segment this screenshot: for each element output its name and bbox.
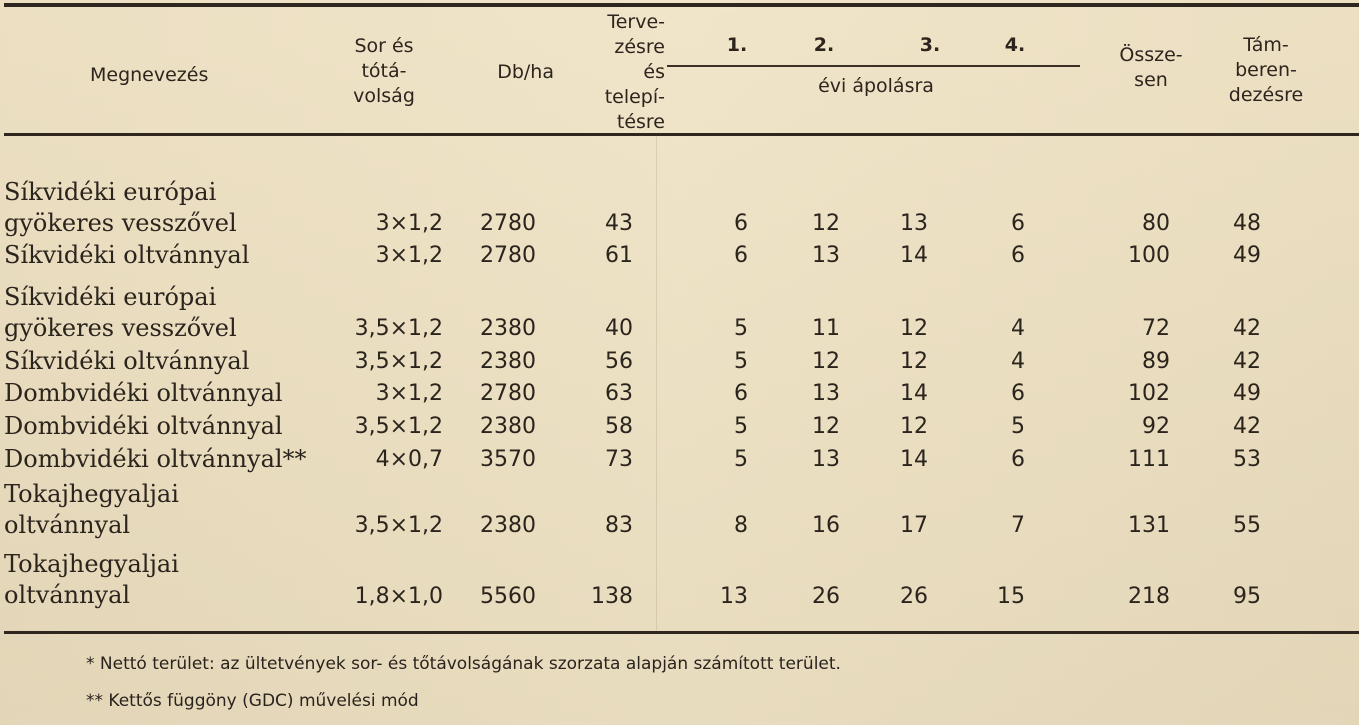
care-years-rule [667, 65, 1080, 67]
top-rule [4, 3, 1359, 7]
row-year-1: 6 [734, 381, 748, 406]
header-care-label: évi ápolásra [818, 75, 934, 97]
row-year-2: 12 [812, 414, 840, 439]
row-support: 42 [1233, 349, 1261, 374]
row-year-3: 26 [900, 584, 928, 609]
row-year-4: 15 [997, 584, 1025, 609]
header-rule [4, 133, 1359, 136]
row-spacing: 3,5×1,2 [354, 316, 443, 341]
row-year-2: 11 [812, 316, 840, 341]
row-spacing: 3×1,2 [375, 381, 443, 406]
row-db-ha: 2780 [480, 211, 536, 236]
row-spacing: 1,8×1,0 [354, 584, 443, 609]
header-support: Tám- beren- dezésre [1228, 34, 1304, 106]
header-year-2: 2. [813, 34, 835, 56]
row-planting: 56 [605, 349, 633, 374]
row-year-1: 5 [734, 414, 748, 439]
row-name: Tokajhegyaljai oltvánnyal [4, 550, 179, 609]
row-year-1: 13 [720, 584, 748, 609]
row-db-ha: 2380 [480, 513, 536, 538]
table-row [0, 240, 1359, 285]
row-year-3: 14 [900, 381, 928, 406]
row-year-2: 12 [812, 349, 840, 374]
row-db-ha: 2380 [480, 414, 536, 439]
row-year-2: 13 [812, 381, 840, 406]
header-year-3: 3. [919, 34, 941, 56]
row-db-ha: 2780 [480, 243, 536, 268]
row-year-4: 5 [1011, 414, 1025, 439]
row-support: 42 [1233, 414, 1261, 439]
row-name: Síkvidéki oltvánnyal [4, 241, 250, 269]
row-db-ha: 2780 [480, 381, 536, 406]
footnote-1: * Nettó terület: az ültetvények sor- és tőtávolságának szorzata alapján számított terület. [86, 654, 841, 674]
row-planting: 43 [605, 211, 633, 236]
table-row [0, 282, 1359, 342]
row-total: 80 [1142, 211, 1170, 236]
row-support: 53 [1233, 447, 1261, 472]
row-support: 49 [1233, 243, 1261, 268]
row-support: 48 [1233, 211, 1261, 236]
row-year-3: 12 [900, 414, 928, 439]
row-support: 95 [1233, 584, 1261, 609]
row-db-ha: 2380 [480, 316, 536, 341]
row-year-3: 14 [900, 243, 928, 268]
header-year-4: 4. [1004, 34, 1026, 56]
row-spacing: 3,5×1,2 [354, 414, 443, 439]
row-planting: 61 [605, 243, 633, 268]
row-total: 100 [1128, 243, 1170, 268]
row-name: Dombvidéki oltvánnyal [4, 412, 283, 440]
row-total: 218 [1128, 584, 1170, 609]
header-db-ha: Db/ha [497, 61, 554, 83]
row-planting: 73 [605, 447, 633, 472]
footnote-2: ** Kettős függöny (GDC) művelési mód [86, 691, 419, 711]
header-total: Össze- sen [1119, 44, 1183, 91]
row-year-3: 17 [900, 513, 928, 538]
row-year-3: 12 [900, 349, 928, 374]
row-total: 131 [1128, 513, 1170, 538]
row-db-ha: 3570 [480, 447, 536, 472]
row-year-1: 8 [734, 513, 748, 538]
row-planting: 63 [605, 381, 633, 406]
row-spacing: 3,5×1,2 [354, 513, 443, 538]
row-name: Tokajhegyaljai oltvánnyal [4, 480, 179, 539]
row-total: 102 [1128, 381, 1170, 406]
row-year-1: 6 [734, 243, 748, 268]
row-total: 92 [1142, 414, 1170, 439]
table-row [0, 479, 1359, 539]
row-name: Síkvidéki oltvánnyal [4, 347, 250, 375]
row-year-1: 6 [734, 211, 748, 236]
row-total: 111 [1128, 447, 1170, 472]
table-row [0, 177, 1359, 237]
row-year-2: 12 [812, 211, 840, 236]
row-spacing: 3×1,2 [375, 211, 443, 236]
row-total: 89 [1142, 349, 1170, 374]
row-year-1: 5 [734, 447, 748, 472]
row-year-3: 14 [900, 447, 928, 472]
bottom-rule [4, 631, 1359, 634]
row-spacing: 3,5×1,2 [354, 349, 443, 374]
row-name: Síkvidéki európai gyökeres vesszővel [4, 178, 237, 237]
row-year-1: 5 [734, 349, 748, 374]
row-year-4: 4 [1011, 316, 1025, 341]
row-year-4: 6 [1011, 243, 1025, 268]
row-year-4: 6 [1011, 447, 1025, 472]
row-planting: 40 [605, 316, 633, 341]
row-name: Síkvidéki európai gyökeres vesszővel [4, 283, 237, 342]
row-year-4: 6 [1011, 211, 1025, 236]
row-year-4: 7 [1011, 513, 1025, 538]
row-year-2: 13 [812, 243, 840, 268]
row-planting: 58 [605, 414, 633, 439]
row-year-3: 13 [900, 211, 928, 236]
header-spacing: Sor és tótá- volság [353, 35, 415, 107]
row-year-2: 16 [812, 513, 840, 538]
row-support: 42 [1233, 316, 1261, 341]
row-spacing: 4×0,7 [375, 447, 443, 472]
row-total: 72 [1142, 316, 1170, 341]
row-year-4: 6 [1011, 381, 1025, 406]
row-year-2: 26 [812, 584, 840, 609]
row-name: Dombvidéki oltvánnyal [4, 379, 283, 407]
table-row [0, 549, 1359, 609]
row-support: 49 [1233, 381, 1261, 406]
row-db-ha: 5560 [480, 584, 536, 609]
header-year-1: 1. [726, 34, 748, 56]
row-planting: 83 [605, 513, 633, 538]
header-name: Megnevezés [90, 64, 209, 86]
row-support: 55 [1233, 513, 1261, 538]
row-spacing: 3×1,2 [375, 243, 443, 268]
header-planting: Terve- zésre és telepí- tésre [604, 11, 665, 133]
row-db-ha: 2380 [480, 349, 536, 374]
row-year-1: 5 [734, 316, 748, 341]
row-year-2: 13 [812, 447, 840, 472]
row-year-4: 4 [1011, 349, 1025, 374]
row-planting: 138 [591, 584, 633, 609]
row-year-3: 12 [900, 316, 928, 341]
row-name: Dombvidéki oltvánnyal** [4, 445, 307, 473]
